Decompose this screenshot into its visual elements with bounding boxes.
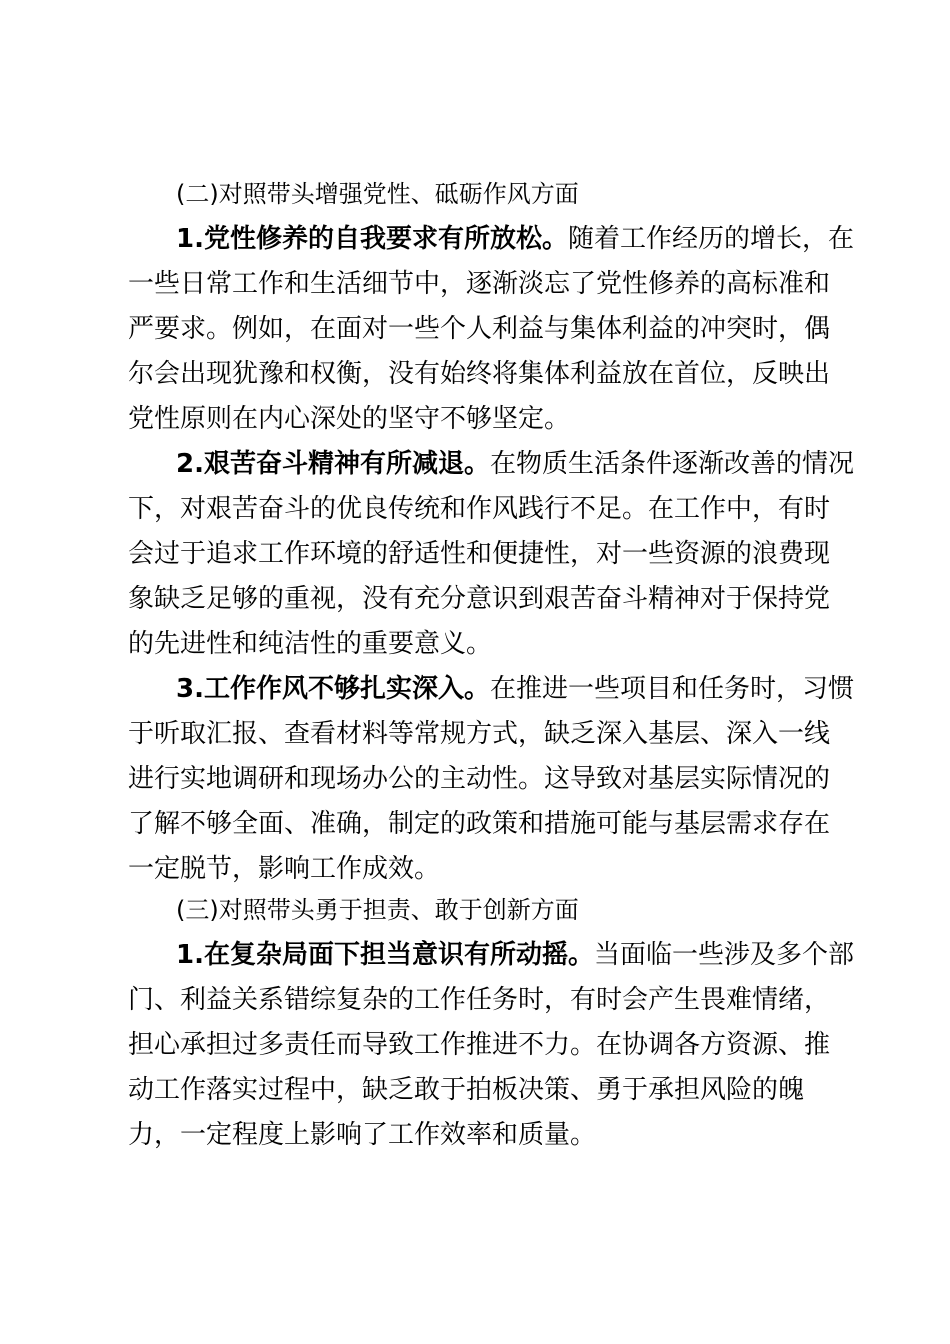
paragraph-text: 当面临一些涉及多个部 bbox=[593, 940, 854, 970]
paragraph-lead: 3.工作作风不够扎实深入。 bbox=[176, 674, 490, 704]
paragraph-line: 动工作落实过程中，缺乏敢于拍板决策、勇于承担风险的魄 bbox=[128, 1075, 805, 1105]
paragraph-line: 力，一定程度上影响了工作效率和质量。 bbox=[128, 1120, 597, 1150]
section-heading: (三)对照带头勇于担责、敢于创新方面 bbox=[176, 896, 579, 924]
paragraph-text: 随着工作经历的增长，在 bbox=[567, 224, 854, 254]
paragraph-line: 象缺乏足够的重视，没有充分意识到艰苦奋斗精神对于保持党 bbox=[128, 584, 831, 614]
paragraph-line: 门、利益关系错综复杂的工作任务时，有时会产生畏难情绪， bbox=[128, 985, 831, 1015]
paragraph-line: 了解不够全面、准确，制定的政策和措施可能与基层需求存在 bbox=[128, 809, 831, 839]
paragraph-text: 在推进一些项目和任务时，习惯 bbox=[489, 674, 854, 704]
paragraph-line bbox=[176, 667, 854, 711]
paragraph-line bbox=[176, 933, 854, 977]
paragraph-line: 担心承担过多责任而导致工作推进不力。在协调各方资源、推 bbox=[128, 1030, 831, 1060]
section-heading: (二)对照带头增强党性、砥砺作风方面 bbox=[176, 180, 579, 208]
paragraph-line: 党性原则在内心深处的坚守不够坚定。 bbox=[128, 404, 571, 434]
paragraph-lead: 1.在复杂局面下担当意识有所动摇。 bbox=[176, 940, 594, 970]
paragraph-lead: 2.艰苦奋斗精神有所减退。 bbox=[176, 449, 490, 479]
paragraph-line: 一些日常工作和生活细节中，逐渐淡忘了党性修养的高标准和 bbox=[128, 269, 831, 299]
paragraph-line bbox=[176, 442, 854, 486]
paragraph-line: 一定脱节，影响工作成效。 bbox=[128, 854, 441, 884]
paragraph-text: 在物质生活条件逐渐改善的情况 bbox=[489, 449, 854, 479]
paragraph-line: 会过于追求工作环境的舒适性和便捷性，对一些资源的浪费现 bbox=[128, 539, 831, 569]
paragraph-line: 进行实地调研和现场办公的主动性。这导致对基层实际情况的 bbox=[128, 764, 831, 794]
paragraph-lead: 1.党性修养的自我要求有所放松。 bbox=[176, 224, 568, 254]
paragraph-line: 严要求。例如，在面对一些个人利益与集体利益的冲突时，偶 bbox=[128, 314, 831, 344]
paragraph-line: 的先进性和纯洁性的重要意义。 bbox=[128, 629, 493, 659]
paragraph-line: 下，对艰苦奋斗的优良传统和作风践行不足。在工作中，有时 bbox=[128, 494, 831, 524]
paragraph-line: 于听取汇报、查看材料等常规方式，缺乏深入基层、深入一线 bbox=[128, 719, 831, 749]
paragraph-line bbox=[176, 217, 854, 261]
paragraph-line: 尔会出现犹豫和权衡，没有始终将集体利益放在首位，反映出 bbox=[128, 359, 831, 389]
